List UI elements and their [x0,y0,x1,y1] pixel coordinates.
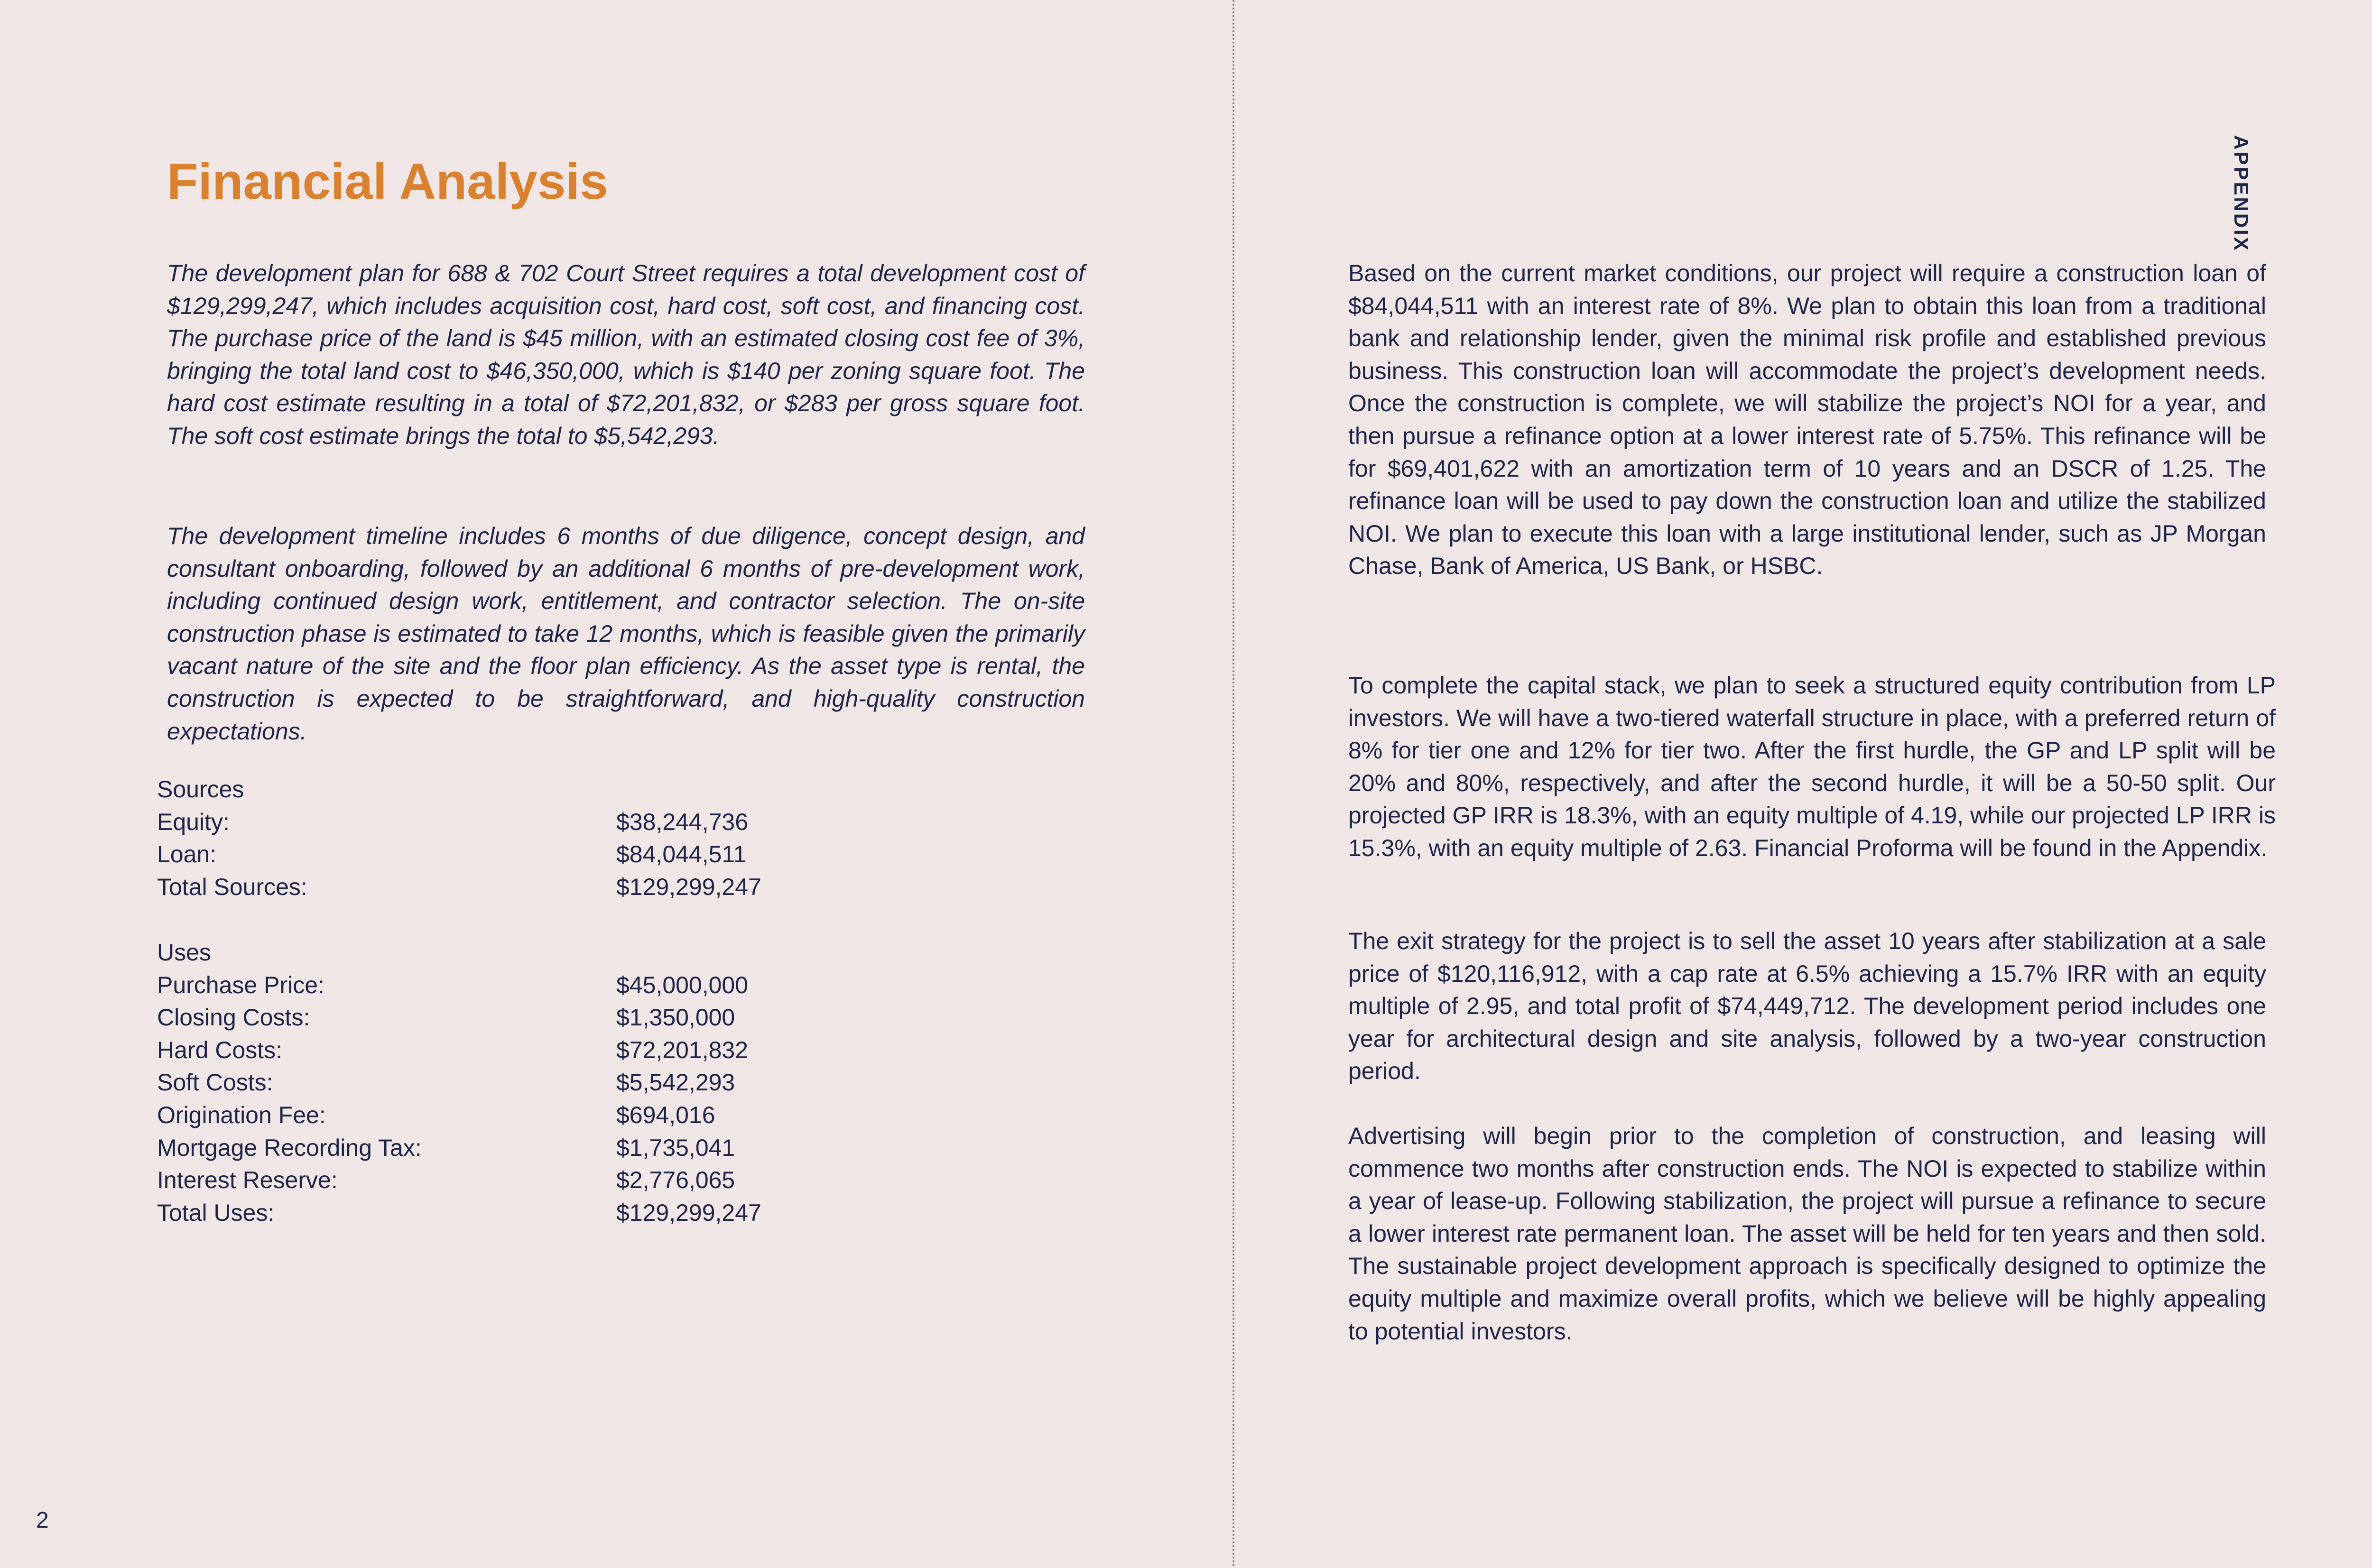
row-value: $2,776,065 [616,1167,735,1194]
row-value: $1,735,041 [616,1134,735,1161]
row-label: Total Uses: [157,1199,275,1226]
row-value: $129,299,247 [616,1199,761,1226]
appendix-side-label: APPENDIX [2230,135,2252,252]
leasing-paragraph: Advertising will begin prior to the completion of construction, and leasing will commence two months after construction ends. The NOI is expected to stabilize within a year of lease-up. Following stabilization, the project will pursue a refinance to secure a lower interest rate permanent loan. The asset will be held for ten years and then sold. The sustainable project development approach is specifically designed to optimize the equity multiple and maximize overall profits, which we believe will be highly appealing to potential investors. [1348,1123,2266,1345]
uses-heading: Uses [157,939,211,966]
row-label: Origination Fee: [157,1101,326,1128]
row-value: $1,350,000 [616,1004,735,1031]
construction-loan-paragraph: Based on the current market conditions, our project will require a construction loan of $84,044,511 with an interest rate of 8%. We plan to obtain this loan from a traditional bank and relationship lender, given the minimal risk profile and established previous business. This construction loan will accommodate the project’s development needs. Once the construction is complete, we will stabilize the project’s NOI for a year, and then pursue a refinance option at a lower interest rate of 5.75%. This refinance will be for $69,401,622 with an amortization term of 10 years and an DSCR of 1.25. The refinance loan will be used to pay down the construction loan and utilize the stabilized NOI. We plan to execute this loan with a large institutional lender, such as JP Morgan Chase, Bank of America, US Bank, or HSBC. [1348,260,2266,580]
right-page [1234,0,2372,1568]
row-value: $694,016 [616,1101,715,1128]
row-label: Interest Reserve: [157,1167,338,1194]
row-label: Soft Costs: [157,1069,273,1096]
row-label: Hard Costs: [157,1036,282,1063]
row-label: Equity: [157,808,230,835]
capital-stack-paragraph: To complete the capital stack, we plan to seek a structured equity contribution from LP investors. We will have a two-tiered waterfall structure in place, with a preferred return of 8% for tier one and 12% for tier two. After the first hurdle, the GP and LP split will be 20% and 80%, respectively, and after the second hurdle, it will be a 50-50 split. Our projected GP IRR is 18.3%, with an equity multiple of 4.19, while our projected LP IRR is 15.3%, with an equity multiple of 2.63. Financial Proforma will be found in the Appendix. [1348,672,2276,861]
row-label: Mortgage Recording Tax: [157,1134,422,1161]
row-value: $5,542,293 [616,1069,735,1096]
row-label: Closing Costs: [157,1004,310,1031]
row-value: $45,000,000 [616,971,749,998]
row-label: Total Sources: [157,873,307,900]
row-label: Purchase Price: [157,971,324,998]
row-value: $129,299,247 [616,873,761,900]
sources-heading: Sources [157,776,244,802]
development-cost-paragraph: The development plan for 688 & 702 Court Street requires a total development cost of $129,299,247, which includes acquisition cost, hard cost, soft cost, and financing cost. The purchase price of the land is $45 million, with an estimated closing cost fee of 3%, bringing the total land cost to $46,350,000, which is $140 per zoning square foot. The hard cost estimate resulting in a total of $72,201,832, or $283 per gross square foot. The soft cost estimate brings the total to $5,542,293. [167,260,1085,449]
row-value: $84,044,511 [616,841,747,868]
row-value: $72,201,832 [616,1036,749,1063]
row-value: $38,244,736 [616,808,749,835]
page-number-left: 2 [36,1508,49,1533]
row-label: Loan: [157,841,217,868]
development-timeline-paragraph: The development timeline includes 6 months of due diligence, concept design, and consultant onboarding, followed by an additional 6 months of pre-development work, including continued design work, entitlement, and contractor selection. The on-site construction phase is estimated to take 12 months, which is feasible given the primarily vacant nature of the site and the floor plan efficiency. As the asset type is rental, the construction is expected to be straightforward, and high-quality construction expectations. [167,523,1085,745]
page-title: Financial Analysis [167,153,608,210]
exit-strategy-paragraph: The exit strategy for the project is to sell the asset 10 years after stabilization at a sale price of $120,116,912, with a cap rate at 6.5% achieving a 15.7% IRR with an equity multiple of 2.95, and total profit of $74,449,712. The development period includes one year for architectural design and site analysis, followed by a two-year construction period. [1348,928,2266,1085]
